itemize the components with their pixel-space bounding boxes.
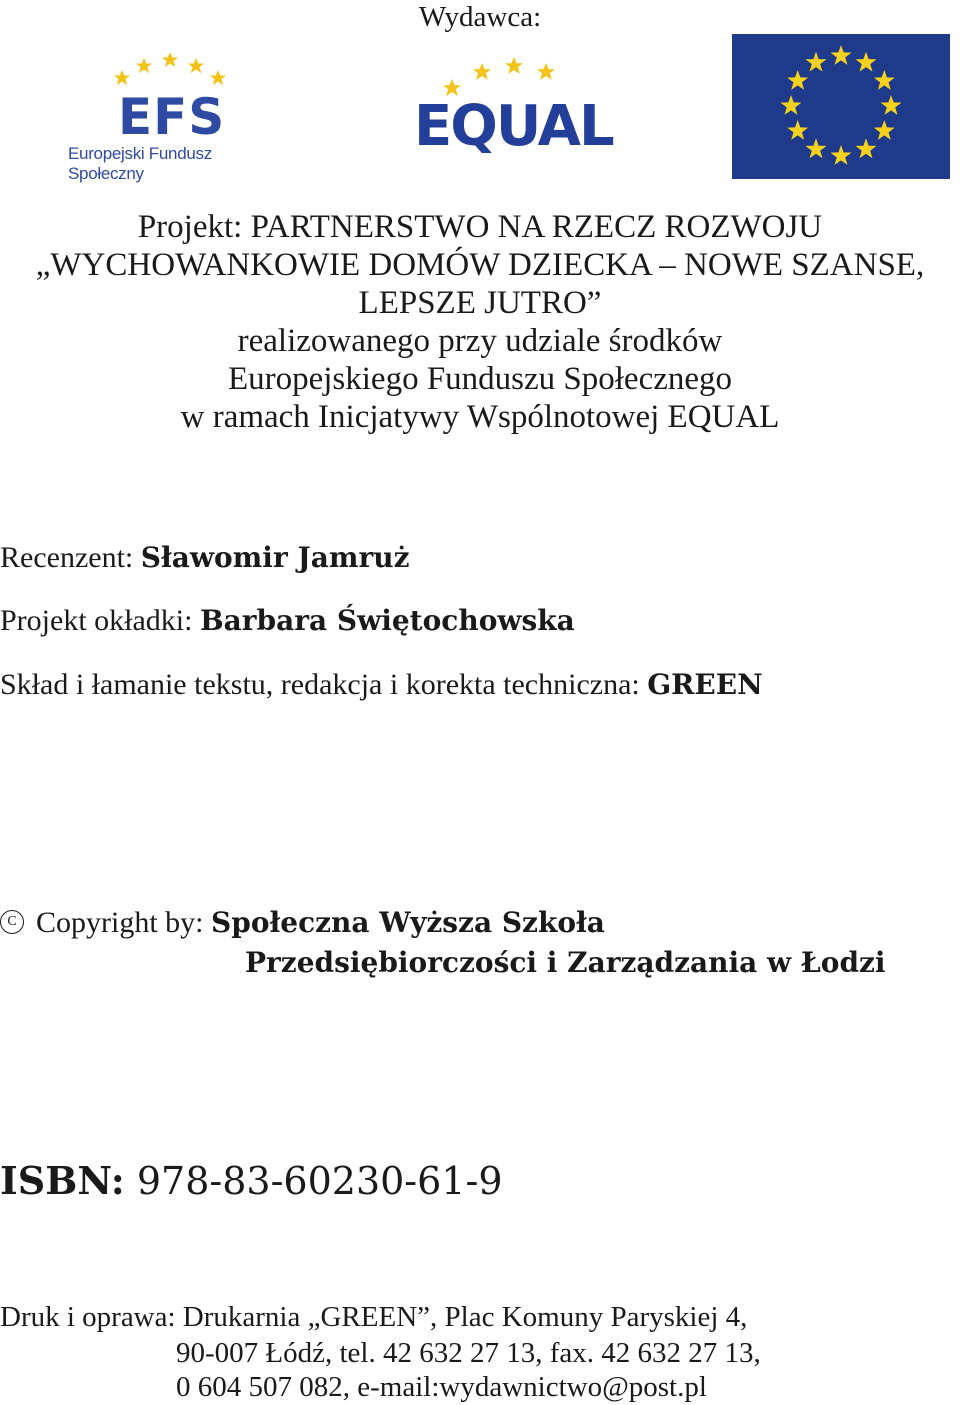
print-line-1: Druk i oprawa: Drukarnia „GREEN”, Plac Komuny Paryskiej 4, [0,1301,748,1333]
typesetting-label: Skład i łamanie tekstu, redakcja i korekta techniczna: [0,668,640,701]
eu-flag-star-2 [856,52,877,72]
print-line-3: 0 604 507 082, e-mail:wydawnictwo@post.pl [176,1371,707,1403]
publisher-heading: Wydawca: [418,1,542,33]
eu-flag-star-3 [874,70,895,90]
eu-flag-icon [732,34,950,179]
eu-flag-star-12 [806,52,827,72]
equal-logo-letters: EQUAL [414,94,613,159]
project-line-3: LEPSZE JUTRO” [358,285,602,321]
isbn-label: ISBN: [0,1158,125,1203]
eu-flag-star-6 [856,138,877,158]
eu-flag-star-4 [881,95,902,115]
eu-flag-star-8 [806,138,827,158]
reviewer-label: Recenzent: [0,541,134,574]
isbn-line [0,1158,503,1204]
copyright-icon: C [0,910,24,934]
reviewer-line [0,540,409,576]
print-line-2: 90-007 Łódź, tel. 42 632 27 13, fax. 42 632 27 13, [176,1337,761,1369]
eu-flag-stars [732,34,950,179]
efs-logo-letters: EFS [118,88,226,146]
project-line-2: „WYCHOWANKOWIE DOMÓW DZIECKA – NOWE SZANSE, [35,247,925,283]
equal-stars-icon [400,40,630,100]
eu-flag-star-5 [874,120,895,140]
efs-logo [60,40,280,183]
project-line-5: Europejskiego Funduszu Społecznego [227,361,733,397]
copyright-line [0,904,605,942]
equal-logo [400,40,630,170]
project-line-4: realizowanego przy udziale środków [237,323,723,359]
typesetting-line [0,667,763,703]
copyright-holder-line-2: Przedsiębiorczości i Zarządzania w Łodzi [245,946,886,979]
cover-line [0,603,575,639]
project-line-6: w ramach Inicjatywy Wspólnotowej EQUAL [180,399,780,435]
eu-flag-star-9 [787,120,808,140]
copyright-holder-line-1: Społeczna Wyższa Szkoła [211,906,605,939]
isbn-value: 978-83-60230-61-9 [136,1159,503,1203]
typesetting-name: GREEN [647,668,763,701]
project-line-1: Projekt: PARTNERSTWO NA RZECZ ROZWOJU [137,209,823,245]
efs-logo-caption: Europejski Fundusz Społeczny [68,144,212,183]
cover-label: Projekt okładki: [0,604,193,637]
eu-flag-star-11 [787,70,808,90]
cover-name: Barbara Świętochowska [199,604,575,637]
eu-flag-star-7 [831,145,852,165]
eu-flag-star-10 [781,95,802,115]
copyright-label: Copyright by: [36,906,204,939]
reviewer-name: Sławomir Jamruż [140,541,410,574]
eu-flag-star-1 [831,45,852,65]
